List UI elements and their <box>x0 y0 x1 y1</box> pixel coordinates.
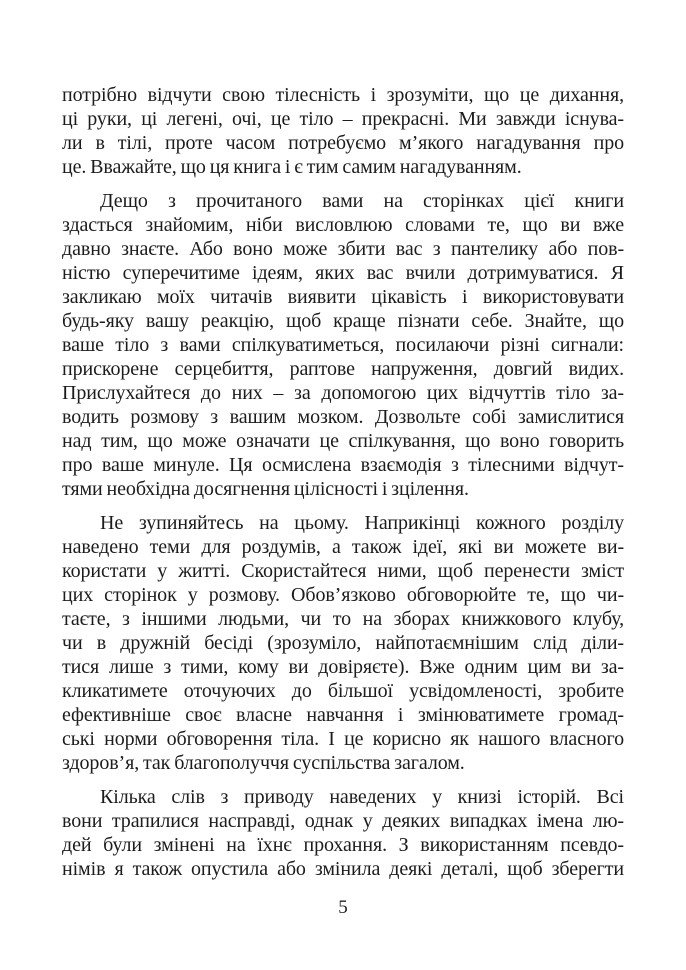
text-line: ли в тілі, проте часом потребуємо м’якого нагадування про <box>62 132 624 154</box>
text-line: ністю суперечитиме ідеям, яких вас вчили дотримуватися. Я <box>62 262 624 284</box>
text-line: вони трапилися насправді, однак у деяких випадках імена лю- <box>62 810 624 832</box>
text-line: цих сторінок у розмову. Обов’язково обговорюйте те, що чи- <box>62 584 624 606</box>
text-line: ські норми обговорення тіла. І це корисно як нашого власного <box>62 728 624 750</box>
text-line: тися лише з тими, кому ви довіряєте). Вже одним цим ви за- <box>62 656 624 678</box>
text-line: дей були змінені на їхнє прохання. З використанням псевдо- <box>62 834 624 856</box>
text-line: це. Вважайте, що ця книга і є тим самим нагадуванням. <box>62 156 522 178</box>
text-line: потрібно відчути свою тілесність і зрозуміти, що це дихання, <box>62 84 624 106</box>
text-line: кликатимете оточуючих до більшої усвідомленості, зробите <box>62 680 624 702</box>
text-line: будь-яку вашу реакцію, щоб краще пізнати себе. Знайте, що <box>62 310 624 332</box>
text-line: тями необхідна досягнення цілісності і зцілення. <box>62 478 469 500</box>
text-line: Не зупиняйтесь на цьому. Наприкінці кожного розділу <box>100 512 624 534</box>
text-line: давно знаєте. Або воно може збити вас з пантелику або пов- <box>62 238 624 260</box>
text-line: ваше тіло з вами спілкуватиметься, посилаючи різні сигнали: <box>62 334 624 356</box>
text-line: водить розмову з вашим мозком. Дозвольте собі замислитися <box>62 406 624 428</box>
text-line: ефективніше своє власне навчання і змінюватимете громад- <box>62 704 624 726</box>
text-line: користати у житті. Скористайтеся ними, щоб перенести зміст <box>62 560 624 582</box>
text-line: над тим, що може означати це спілкування, що воно говорить <box>62 430 624 452</box>
text-line: німів я також опустила або змінила деякі деталі, щоб зберегти <box>62 858 624 880</box>
page-text <box>62 83 624 881</box>
text-line: чи в дружній бесіді (зрозуміло, найпотаємнішим слід діли- <box>62 632 624 654</box>
text-line: здасться знайомим, ніби висловлюю словами те, що ви вже <box>62 214 624 236</box>
text-line: таєте, з іншими людьми, чи то на зборах книжкового клубу, <box>62 608 624 630</box>
text-line: ці руки, ці легені, очі, це тіло – прекрасні. Ми завжди існува- <box>62 108 624 130</box>
text-line: Прислухайтеся до них – за допомогою цих відчуттів тіло за- <box>62 382 624 404</box>
paragraph <box>62 785 624 881</box>
text-line: Дещо з прочитаного вами на сторінках цієї книги <box>100 190 624 212</box>
paragraph <box>62 511 624 775</box>
text-line: про ваше минуле. Ця осмислена взаємодія з тілесними відчут- <box>62 454 624 476</box>
text-line: наведено теми для роздумів, а також ідеї, які ви можете ви- <box>62 536 624 558</box>
text-line: здоров’я, так благополуччя суспільства загалом. <box>62 752 465 774</box>
text-line: прискорене серцебиття, раптове напруження, довгий видих. <box>62 358 624 380</box>
text-line: Кілька слів з приводу наведених у книзі історій. Всі <box>100 786 624 808</box>
page-number: 5 <box>338 897 348 918</box>
text-line: закликаю моїх читачів виявити цікавість і використовувати <box>62 286 624 308</box>
paragraph <box>62 189 624 501</box>
paragraph <box>62 83 624 179</box>
